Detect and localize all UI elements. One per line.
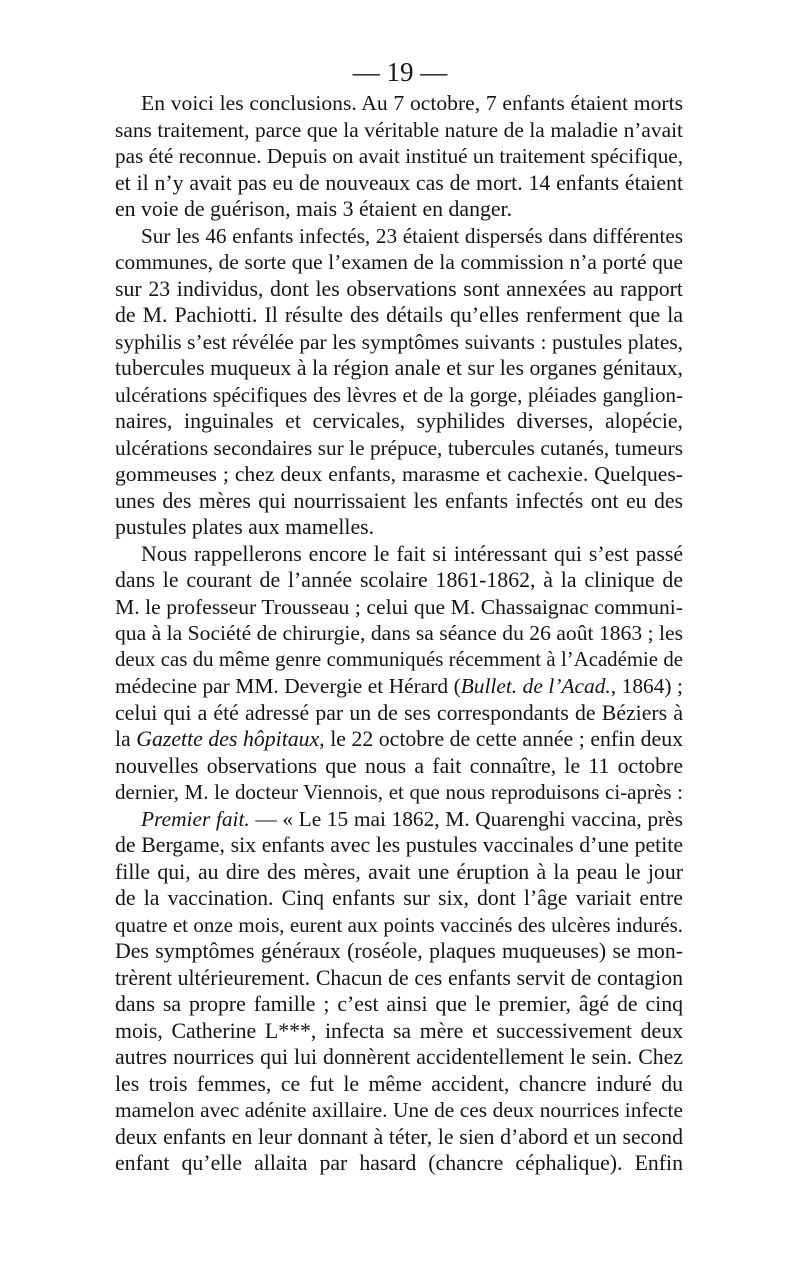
text-line: gommeuses ; chez deux enfants, marasme et cachexie. Quelques- xyxy=(115,462,683,486)
text-line: tubercules muqueux à la région anale et sur les organes génitaux, xyxy=(115,356,683,380)
text-line: de M. Pachiotti. Il résulte des détails qu’elles renferment que la xyxy=(115,303,683,327)
text-line: celui qui a été adressé par un de ses correspondants de Béziers à xyxy=(115,700,683,725)
text-line: fille qui, au dire des mères, avait une éruption à la peau le jour xyxy=(115,859,683,884)
text-line: autres nourrices qui lui donnèrent accidentellement le sein. Chez xyxy=(115,1045,683,1069)
text-line: qua à la Société de chirurgie, dans sa séance du 26 août 1863 ; les xyxy=(115,621,683,645)
text-line: deux cas du même genre communiqués récemment à l’Académie de xyxy=(115,647,683,671)
text-line: les trois femmes, ce fut le même accident, chancre induré du xyxy=(115,1071,683,1096)
text-segment: médecine par MM. Devergie et Hérard ( xyxy=(115,674,461,698)
text-line: pustules plates aux mamelles. xyxy=(115,515,375,539)
text-line: unes des mères qui nourrissaient les enfants infectés ont eu des xyxy=(115,488,683,513)
text-line: en voie de guérison, mais 3 étaient en danger. xyxy=(115,197,513,221)
text-segment: , 1864) ; xyxy=(610,674,683,698)
text-segment: , le 22 octobre de cette année ; enfin deux xyxy=(319,727,683,751)
text-line: syphilis s’est révélée par les symptômes suivants : pustules plates, xyxy=(115,329,683,354)
text-line: ulcérations spécifiques des lèvres et de la gorge, pléiades ganglion- xyxy=(115,382,683,407)
page-number: — 19 — xyxy=(352,57,448,87)
text-line: Des symptômes généraux (roséole, plaques muqueuses) se mon- xyxy=(115,939,683,963)
text-line: de la vaccination. Cinq enfants sur six, dont l’âge variait entre xyxy=(115,886,683,910)
text-line: En voici les conclusions. Au 7 octobre, 7 enfants étaient morts xyxy=(141,91,683,115)
text-line: de Bergame, six enfants avec les pustules vaccinales d’une petite xyxy=(115,833,683,857)
text-line: enfant qu’elle allaita par hasard (chancre céphalique). Enfin xyxy=(115,1151,683,1175)
text-line: Nous rappellerons encore le fait si intéressant qui s’est passé xyxy=(141,541,683,566)
text-line: dans sa propre famille ; c’est ainsi que le premier, âgé de cinq xyxy=(115,992,683,1016)
text-segment: — « Le 15 mai 1862, M. Quarenghi vaccina, près xyxy=(249,806,683,831)
text-line: dernier, M. le docteur Viennois, et que nous reproduisons ci-après : xyxy=(115,780,683,804)
italic-title: Bullet. de l’Acad. xyxy=(460,674,611,698)
text-line: sans traitement, parce que la véritable nature de la maladie n’avait xyxy=(115,117,683,142)
text-line: mamelon avec adénite axillaire. Une de ces deux nourrices infecte xyxy=(115,1098,683,1122)
italic-title: Premier fait. xyxy=(141,806,250,831)
text-line xyxy=(115,673,683,700)
text-line: pas été reconnue. Depuis on avait institué un traitement spécifique, xyxy=(115,144,683,168)
text-segment: la xyxy=(115,727,137,751)
text-line: et il n’y avait pas eu de nouveaux cas de mort. 14 enfants étaient xyxy=(115,170,683,195)
text-line: trèrent ultérieurement. Chacun de ces enfants servit de contagion xyxy=(115,965,683,990)
italic-title: Gazette des hôpitaux xyxy=(136,727,320,751)
text-line: communes, de sorte que l’examen de la commission n’a porté que xyxy=(115,250,683,274)
text-line: Sur les 46 enfants infectés, 23 étaient dispersés dans différentes xyxy=(141,223,683,248)
text-line: ulcérations secondaires sur le prépuce, tubercules cutanés, tumeurs xyxy=(115,435,683,460)
text-line: sur 23 individus, dont les observations sont annexées au rapport xyxy=(115,276,683,301)
text-line: naires, inguinales et cervicales, syphilides diverses, alopécie, xyxy=(115,409,683,433)
text-line: mois, Catherine L***, infecta sa mère et successivement deux xyxy=(115,1018,683,1043)
text-line: nouvelles observations que nous a fait connaître, le 11 octobre xyxy=(115,753,683,778)
body-text xyxy=(115,90,683,1177)
text-line: dans le courant de l’année scolaire 1861-1862, à la clinique de xyxy=(115,568,683,592)
text-line: deux enfants en leur donnant à téter, le sien d’abord et un second xyxy=(115,1124,683,1149)
text-line xyxy=(115,726,683,753)
text-line xyxy=(115,806,683,833)
text-line: M. le professeur Trousseau ; celui que M. Chassaignac communi- xyxy=(115,594,683,619)
text-line: quatre et onze mois, eurent aux points vaccinés des ulcères indurés. xyxy=(115,912,683,937)
